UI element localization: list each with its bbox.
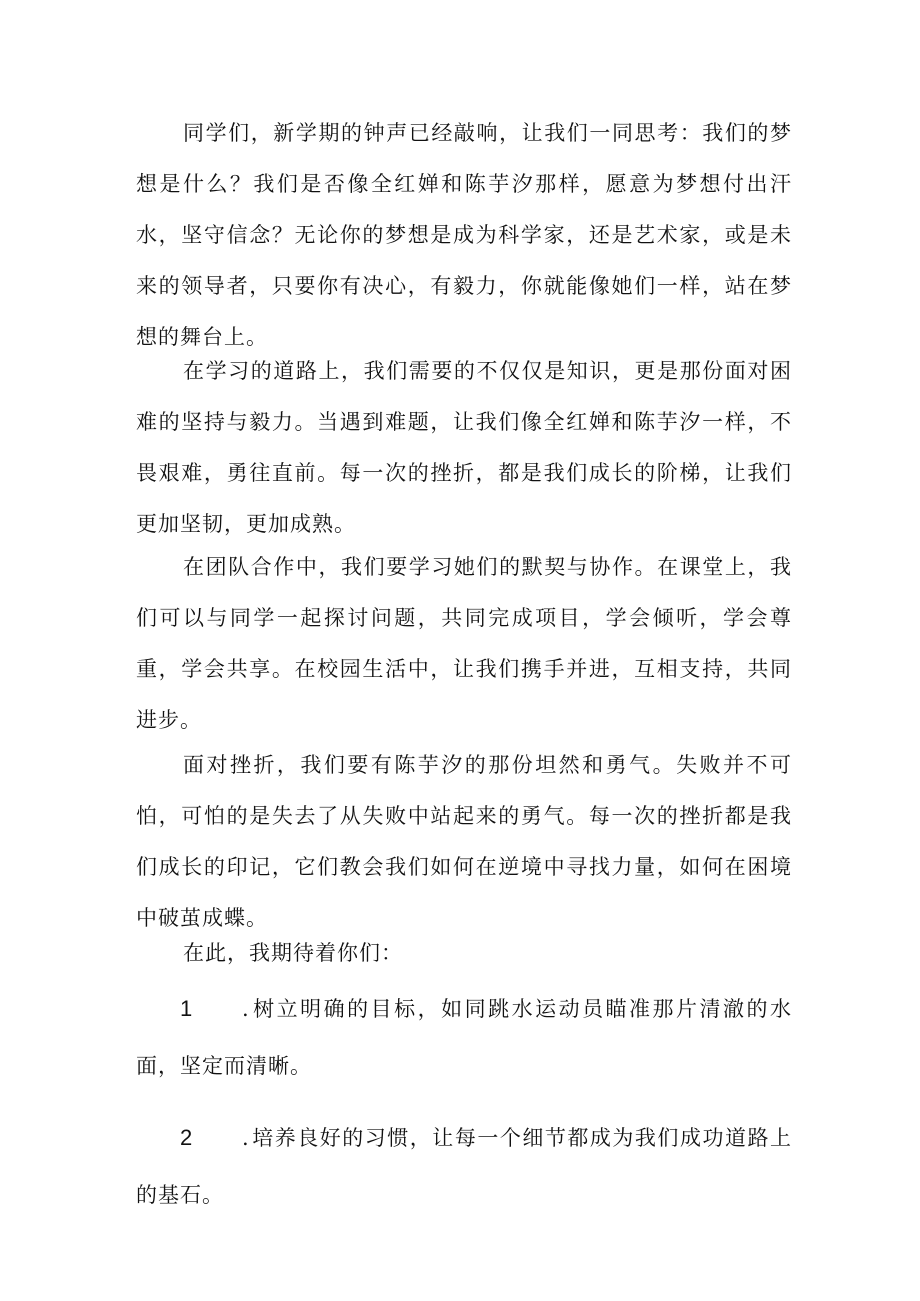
list-item [136, 980, 792, 1095]
paragraph-teamwork: 在团队合作中，我们要学习她们的默契与协作。在课堂上，我们可以与同学一起探讨问题，共同完成项目，学会倾听，学会尊重，学会共享。在校园生活中，让我们携手并进，互相支持，共同进步。 [136, 555, 792, 732]
list-item-number: 1 [180, 996, 193, 1021]
paragraph-new-semester: 同学们，新学期的钟声已经敲响，让我们一同思考：我们的梦想是什么？我们是否像全红婵和陈芋汐那样，愿意为梦想付出汗水，坚守信念？无论你的梦想是成为科学家，还是艺术家，或是未来的领导者，只要你有决心，有毅力，你就能像她们一样，站在梦想的舞台上。 [136, 121, 792, 349]
paragraph-facing-setbacks: 面对挫折，我们要有陈芋汐的那份坦然和勇气。失败并不可怕，可怕的是失去了从失败中站起来的勇气。每一次的挫折都是我们成长的印记，它们教会我们如何在逆境中寻找力量，如何在困境中破茧成蝶。 [136, 753, 792, 930]
list-item-separator: . [242, 997, 250, 1021]
paragraph-learning-path: 在学习的道路上，我们需要的不仅仅是知识，更是那份面对困难的坚持与毅力。当遇到难题，让我们像全红婵和陈芋汐一样，不畏艰难，勇往直前。每一次的挫折，都是我们成长的阶梯，让我们更加坚韧，更加成熟。 [136, 359, 792, 536]
list-item [136, 1109, 792, 1224]
list-item-separator: . [242, 1126, 250, 1150]
list-item-text: 树立明确的目标，如同跳水运动员瞄准那片清澈的水面，坚定而清晰。 [136, 997, 792, 1078]
list-item-number: 2 [180, 1125, 193, 1150]
list-item-text: 培养良好的习惯，让每一个细节都成为我们成功道路上的基石。 [136, 1126, 792, 1207]
paragraph-expectations-intro: 在此，我期待着你们： [183, 941, 403, 965]
